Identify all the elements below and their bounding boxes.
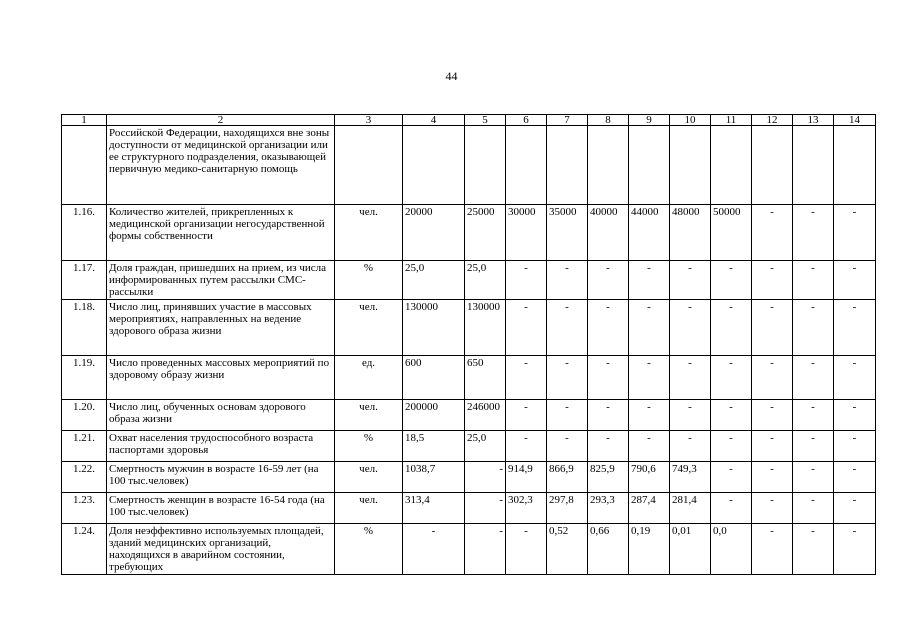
value-cell-col-11: - (711, 493, 752, 524)
value-cell-col-12: - (752, 205, 793, 261)
table-row (62, 261, 876, 300)
value-cell-col-10: - (670, 431, 711, 462)
value-cell-col-10: - (670, 356, 711, 400)
value-cell-col-14: - (834, 205, 876, 261)
row-number: 1.24. (62, 524, 107, 575)
value-cell-col-12: - (752, 356, 793, 400)
column-number-14: 14 (834, 115, 876, 126)
value-cell-col-6: - (506, 356, 547, 400)
value-cell-col-5 (465, 126, 506, 205)
value-cell-col-7: - (547, 300, 588, 356)
value-cell-col-8: - (588, 261, 629, 300)
value-cell-col-13: - (793, 205, 834, 261)
value-cell-col-10: 281,4 (670, 493, 711, 524)
value-cell-col-10: 0,01 (670, 524, 711, 575)
value-cell-col-9: - (629, 261, 670, 300)
column-number-4: 4 (403, 115, 465, 126)
indicator-name: Доля неэффективно используемых площадей, зданий медицинских организаций, находящихся в аварийном состоянии, требующих (107, 524, 335, 575)
column-number-10: 10 (670, 115, 711, 126)
column-number-3: 3 (335, 115, 403, 126)
value-cell-col-8: 825,9 (588, 462, 629, 493)
unit-cell: % (335, 524, 403, 575)
value-cell-col-13 (793, 126, 834, 205)
indicator-name: Число лиц, обученных основам здорового образа жизни (107, 400, 335, 431)
value-cell-col-10: 48000 (670, 205, 711, 261)
column-number-2: 2 (107, 115, 335, 126)
value-cell-col-7 (547, 126, 588, 205)
value-cell-col-9 (629, 126, 670, 205)
table-row (62, 356, 876, 400)
value-cell-col-7: - (547, 431, 588, 462)
value-cell-col-8: - (588, 300, 629, 356)
value-cell-col-9: 287,4 (629, 493, 670, 524)
value-cell-col-4: 20000 (403, 205, 465, 261)
value-cell-col-11: - (711, 356, 752, 400)
indicator-name: Смертность мужчин в возрасте 16-59 лет (на 100 тыс.человек) (107, 462, 335, 493)
row-number: 1.17. (62, 261, 107, 300)
row-number: 1.18. (62, 300, 107, 356)
value-cell-col-9: - (629, 356, 670, 400)
value-cell-col-10: - (670, 300, 711, 356)
value-cell-col-14: - (834, 300, 876, 356)
value-cell-col-7: - (547, 356, 588, 400)
value-cell-col-6: - (506, 261, 547, 300)
indicator-name: Число лиц, принявших участие в массовых мероприятиях, направленных на ведение здорового образа жизни (107, 300, 335, 356)
value-cell-col-9: 790,6 (629, 462, 670, 493)
value-cell-col-14: - (834, 400, 876, 431)
value-cell-col-5: 650 (465, 356, 506, 400)
value-cell-col-4 (403, 126, 465, 205)
value-cell-col-12: - (752, 261, 793, 300)
value-cell-col-4: 313,4 (403, 493, 465, 524)
value-cell-col-10: 749,3 (670, 462, 711, 493)
row-number (62, 126, 107, 205)
value-cell-col-12: - (752, 431, 793, 462)
value-cell-col-7: - (547, 261, 588, 300)
value-cell-col-6: - (506, 300, 547, 356)
indicator-name: Российской Федерации, находящихся вне зоны доступности от медицинской организации или ее структурного подразделения, оказывающей первичную медико-санитарную помощь (107, 126, 335, 205)
column-number-12: 12 (752, 115, 793, 126)
column-number-13: 13 (793, 115, 834, 126)
unit-cell (335, 126, 403, 205)
value-cell-col-5: 25,0 (465, 431, 506, 462)
indicator-name: Доля граждан, пришедших на прием, из числа информированных путем рассылки СМС-рассылки (107, 261, 335, 300)
table-row (62, 431, 876, 462)
table-row (62, 126, 876, 205)
column-number-row (62, 115, 876, 126)
value-cell-col-8: - (588, 400, 629, 431)
value-cell-col-14: - (834, 493, 876, 524)
column-number-7: 7 (547, 115, 588, 126)
value-cell-col-4: 1038,7 (403, 462, 465, 493)
value-cell-col-5: 130000 (465, 300, 506, 356)
unit-cell: чел. (335, 400, 403, 431)
column-number-11: 11 (711, 115, 752, 126)
value-cell-col-13: - (793, 524, 834, 575)
value-cell-col-11 (711, 126, 752, 205)
value-cell-col-9: - (629, 400, 670, 431)
value-cell-col-8: 293,3 (588, 493, 629, 524)
value-cell-col-13: - (793, 400, 834, 431)
value-cell-col-11: - (711, 261, 752, 300)
value-cell-col-4: 130000 (403, 300, 465, 356)
value-cell-col-11: - (711, 462, 752, 493)
value-cell-col-6: 302,3 (506, 493, 547, 524)
unit-cell: ед. (335, 356, 403, 400)
value-cell-col-7: 0,52 (547, 524, 588, 575)
value-cell-col-12: - (752, 462, 793, 493)
value-cell-col-12: - (752, 300, 793, 356)
value-cell-col-11: 50000 (711, 205, 752, 261)
table-row (62, 400, 876, 431)
value-cell-col-7: 35000 (547, 205, 588, 261)
value-cell-col-8 (588, 126, 629, 205)
column-number-1: 1 (62, 115, 107, 126)
table-row (62, 493, 876, 524)
value-cell-col-5: - (465, 493, 506, 524)
unit-cell: чел. (335, 462, 403, 493)
value-cell-col-9: 44000 (629, 205, 670, 261)
value-cell-col-14: - (834, 261, 876, 300)
value-cell-col-6: 914,9 (506, 462, 547, 493)
value-cell-col-11: - (711, 300, 752, 356)
value-cell-col-6: - (506, 400, 547, 431)
value-cell-col-13: - (793, 300, 834, 356)
value-cell-col-5: 25,0 (465, 261, 506, 300)
value-cell-col-14: - (834, 462, 876, 493)
value-cell-col-7: 297,8 (547, 493, 588, 524)
value-cell-col-4: 18,5 (403, 431, 465, 462)
column-number-8: 8 (588, 115, 629, 126)
row-number: 1.21. (62, 431, 107, 462)
row-number: 1.22. (62, 462, 107, 493)
value-cell-col-6: - (506, 431, 547, 462)
value-cell-col-5: - (465, 462, 506, 493)
row-number: 1.16. (62, 205, 107, 261)
value-cell-col-4: 600 (403, 356, 465, 400)
value-cell-col-11: - (711, 431, 752, 462)
value-cell-col-11: 0,0 (711, 524, 752, 575)
value-cell-col-5: 25000 (465, 205, 506, 261)
value-cell-col-7: - (547, 400, 588, 431)
value-cell-col-8: 0,66 (588, 524, 629, 575)
column-number-9: 9 (629, 115, 670, 126)
indicator-name: Смертность женщин в возрасте 16-54 года (на 100 тыс.человек) (107, 493, 335, 524)
value-cell-col-13: - (793, 261, 834, 300)
value-cell-col-4: - (403, 524, 465, 575)
value-cell-col-12: - (752, 493, 793, 524)
value-cell-col-13: - (793, 462, 834, 493)
value-cell-col-8: - (588, 431, 629, 462)
column-number-6: 6 (506, 115, 547, 126)
value-cell-col-12: - (752, 400, 793, 431)
table-row (62, 205, 876, 261)
value-cell-col-6: 30000 (506, 205, 547, 261)
value-cell-col-11: - (711, 400, 752, 431)
value-cell-col-9: - (629, 300, 670, 356)
value-cell-col-8: - (588, 356, 629, 400)
value-cell-col-10 (670, 126, 711, 205)
unit-cell: чел. (335, 205, 403, 261)
page-number: 44 (445, 69, 458, 83)
value-cell-col-10: - (670, 261, 711, 300)
indicator-name: Количество жителей, прикрепленных к медицинской организации негосударственной формы собственности (107, 205, 335, 261)
table-row (62, 300, 876, 356)
indicator-name: Число проведенных массовых мероприятий по здоровому образу жизни (107, 356, 335, 400)
row-number: 1.23. (62, 493, 107, 524)
value-cell-col-12 (752, 126, 793, 205)
row-number: 1.19. (62, 356, 107, 400)
value-cell-col-14: - (834, 431, 876, 462)
value-cell-col-13: - (793, 493, 834, 524)
value-cell-col-9: 0,19 (629, 524, 670, 575)
unit-cell: чел. (335, 493, 403, 524)
column-number-5: 5 (465, 115, 506, 126)
value-cell-col-14: - (834, 356, 876, 400)
value-cell-col-5: 246000 (465, 400, 506, 431)
indicator-table (61, 114, 876, 575)
indicator-name: Охват населения трудоспособного возраста паспортами здоровья (107, 431, 335, 462)
value-cell-col-6: - (506, 524, 547, 575)
value-cell-col-14 (834, 126, 876, 205)
unit-cell: % (335, 261, 403, 300)
value-cell-col-5: - (465, 524, 506, 575)
row-number: 1.20. (62, 400, 107, 431)
value-cell-col-6 (506, 126, 547, 205)
unit-cell: % (335, 431, 403, 462)
value-cell-col-7: 866,9 (547, 462, 588, 493)
unit-cell: чел. (335, 300, 403, 356)
value-cell-col-8: 40000 (588, 205, 629, 261)
table-row (62, 524, 876, 575)
value-cell-col-13: - (793, 431, 834, 462)
value-cell-col-4: 200000 (403, 400, 465, 431)
value-cell-col-9: - (629, 431, 670, 462)
value-cell-col-14: - (834, 524, 876, 575)
value-cell-col-10: - (670, 400, 711, 431)
table-row (62, 462, 876, 493)
value-cell-col-12: - (752, 524, 793, 575)
value-cell-col-4: 25,0 (403, 261, 465, 300)
value-cell-col-13: - (793, 356, 834, 400)
